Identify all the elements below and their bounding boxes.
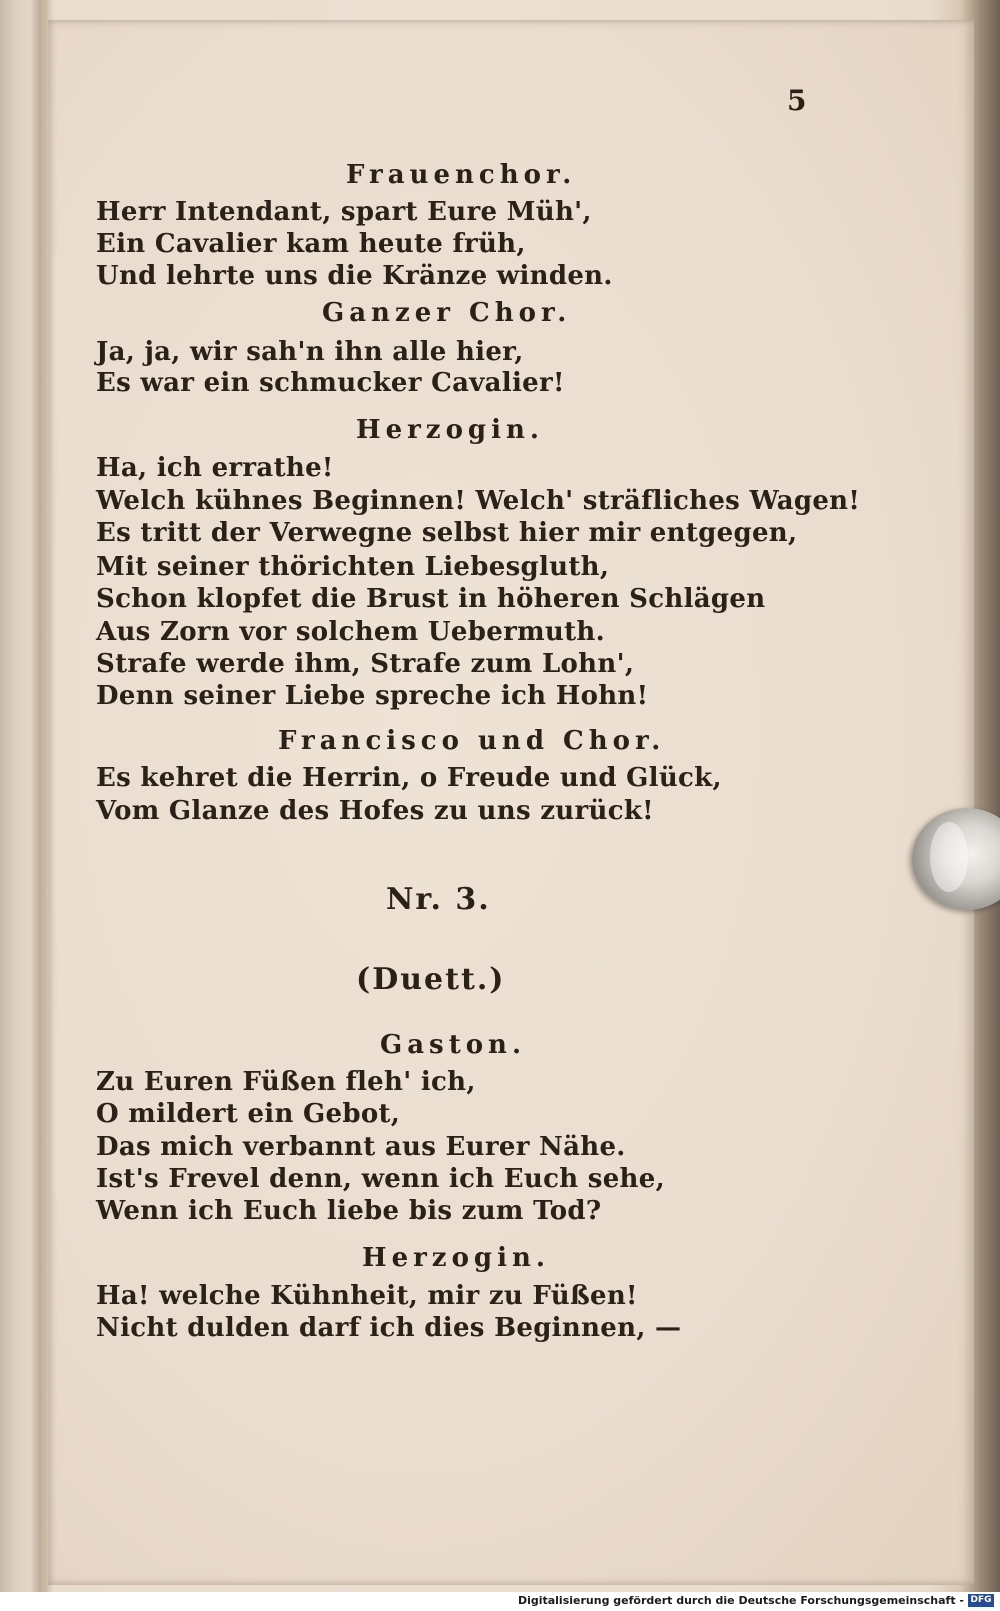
- verse-line: Wenn ich Euch liebe bis zum Tod?: [96, 1196, 602, 1226]
- verse-line: Ha, ich errathe!: [96, 453, 334, 483]
- section-heading: (Duett.): [356, 962, 506, 997]
- verse-line: Schon klopfet die Brust in höheren Schlägen: [96, 584, 766, 614]
- speaker-name: Herzogin.: [362, 1243, 550, 1273]
- verse-line: Und lehrte uns die Kränze winden.: [96, 261, 613, 291]
- magnifier-highlight: [930, 822, 968, 892]
- verse-line: Es tritt der Verwegne selbst hier mir entgegen,: [96, 518, 798, 548]
- verse-line: Ist's Frevel denn, wenn ich Euch sehe,: [96, 1164, 665, 1194]
- speaker-name: Francisco und Chor.: [278, 726, 666, 756]
- verse-line: Welch kühnes Beginnen! Welch' sträfliches Wagen!: [96, 486, 861, 516]
- verse-line: Das mich verbannt aus Eurer Nähe.: [96, 1132, 626, 1162]
- number-heading: Nr. 3.: [386, 882, 491, 917]
- speaker-name: Gaston.: [380, 1030, 526, 1060]
- dfg-logo: DFG: [968, 1594, 994, 1607]
- speaker-name: Ganzer Chor.: [322, 298, 572, 328]
- verse-line: Nicht dulden darf ich dies Beginnen, —: [96, 1313, 682, 1343]
- verse-line: Vom Glanze des Hofes zu uns zurück!: [96, 796, 654, 826]
- verse-line: Ha! welche Kühnheit, mir zu Füßen!: [96, 1281, 638, 1311]
- speaker-name: Frauenchor.: [346, 160, 577, 190]
- verse-line: Aus Zorn vor solchem Uebermuth.: [96, 617, 605, 647]
- verse-line: Ein Cavalier kam heute früh,: [96, 229, 526, 259]
- page-number: 5: [787, 84, 807, 117]
- verse-line: Es war ein schmucker Cavalier!: [96, 368, 565, 398]
- verse-line: Mit seiner thörichten Liebesgluth,: [96, 552, 610, 582]
- verse-line: O mildert ein Gebot,: [96, 1099, 401, 1129]
- verse-line: Es kehret die Herrin, o Freude und Glück,: [96, 763, 722, 793]
- verse-line: Denn seiner Liebe spreche ich Hohn!: [96, 681, 649, 711]
- verse-line: Ja, ja, wir sah'n ihn alle hier,: [96, 337, 524, 367]
- verse-line: Strafe werde ihm, Strafe zum Lohn',: [96, 649, 635, 679]
- footer-credit: Digitalisierung gefördert durch die Deutsche Forschungsgemeinschaft -: [517, 1594, 964, 1607]
- speaker-name: Herzogin.: [356, 415, 544, 445]
- verse-line: Zu Euren Füßen fleh' ich,: [96, 1067, 476, 1097]
- verse-line: Herr Intendant, spart Eure Müh',: [96, 197, 592, 227]
